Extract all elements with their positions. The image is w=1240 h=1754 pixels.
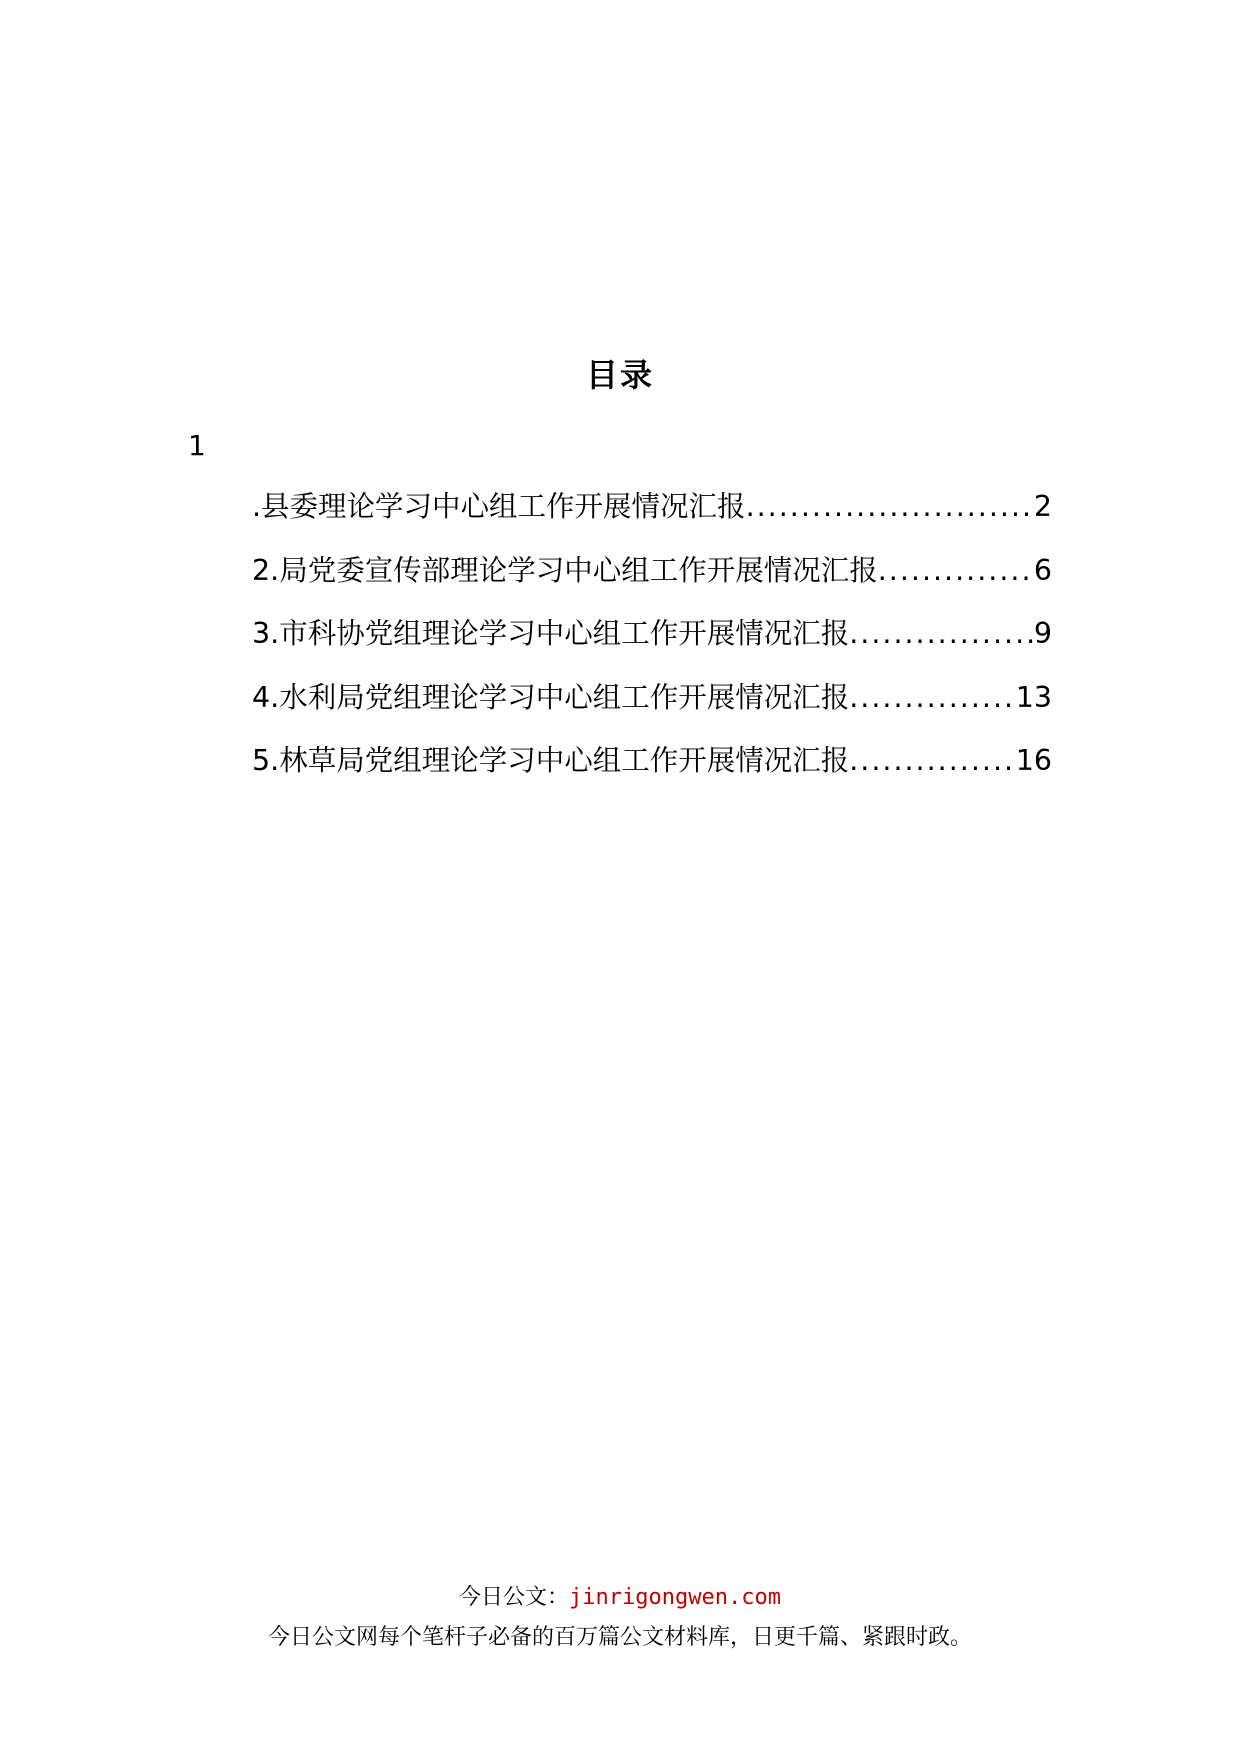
toc-entry-3[interactable] (252, 614, 1052, 678)
toc-entry-4[interactable] (252, 678, 1052, 742)
footer-label: 今日公文： (459, 1585, 570, 1610)
toc-dot-leader (849, 614, 1034, 654)
footer-source (0, 1583, 1240, 1613)
toc-entry-2[interactable] (252, 551, 1052, 615)
toc-entry-5[interactable] (252, 741, 1052, 805)
toc-page-number: 2 (1033, 490, 1052, 523)
footer-tagline: 今日公文网每个笔杆子必备的百万篇公文材料库，日更千篇、紧跟时政。 (267, 1625, 972, 1650)
toc-entry-title: 2.局党委宣传部理论学习中心组工作开展情况汇报 (252, 553, 878, 587)
toc-dot-leader (849, 741, 1016, 781)
toc-page-number: 13 (1015, 680, 1052, 714)
toc-entry-title: 3.市科协党组理论学习中心组工作开展情况汇报 (252, 617, 850, 650)
toc-page-number: 6 (1033, 553, 1052, 587)
page-title: 目录 (585, 356, 654, 394)
table-of-contents (252, 487, 1052, 805)
toc-page-number: 16 (1015, 744, 1052, 777)
toc-dot-leader (746, 487, 1034, 527)
list-number: 1 (188, 429, 206, 462)
toc-page-number: 9 (1033, 617, 1052, 650)
footer-url-link[interactable]: jinrigongwen.com (569, 1585, 781, 1610)
toc-entry-title: 4.水利局党组理论学习中心组工作开展情况汇报 (252, 680, 850, 714)
toc-dot-leader (878, 551, 1034, 591)
toc-entry-title: 5.林草局党组理论学习中心组工作开展情况汇报 (252, 744, 850, 777)
toc-entry-1[interactable] (252, 487, 1052, 551)
toc-dot-leader (849, 678, 1016, 718)
toc-entry-title: .县委理论学习中心组工作开展情况汇报 (252, 490, 746, 523)
